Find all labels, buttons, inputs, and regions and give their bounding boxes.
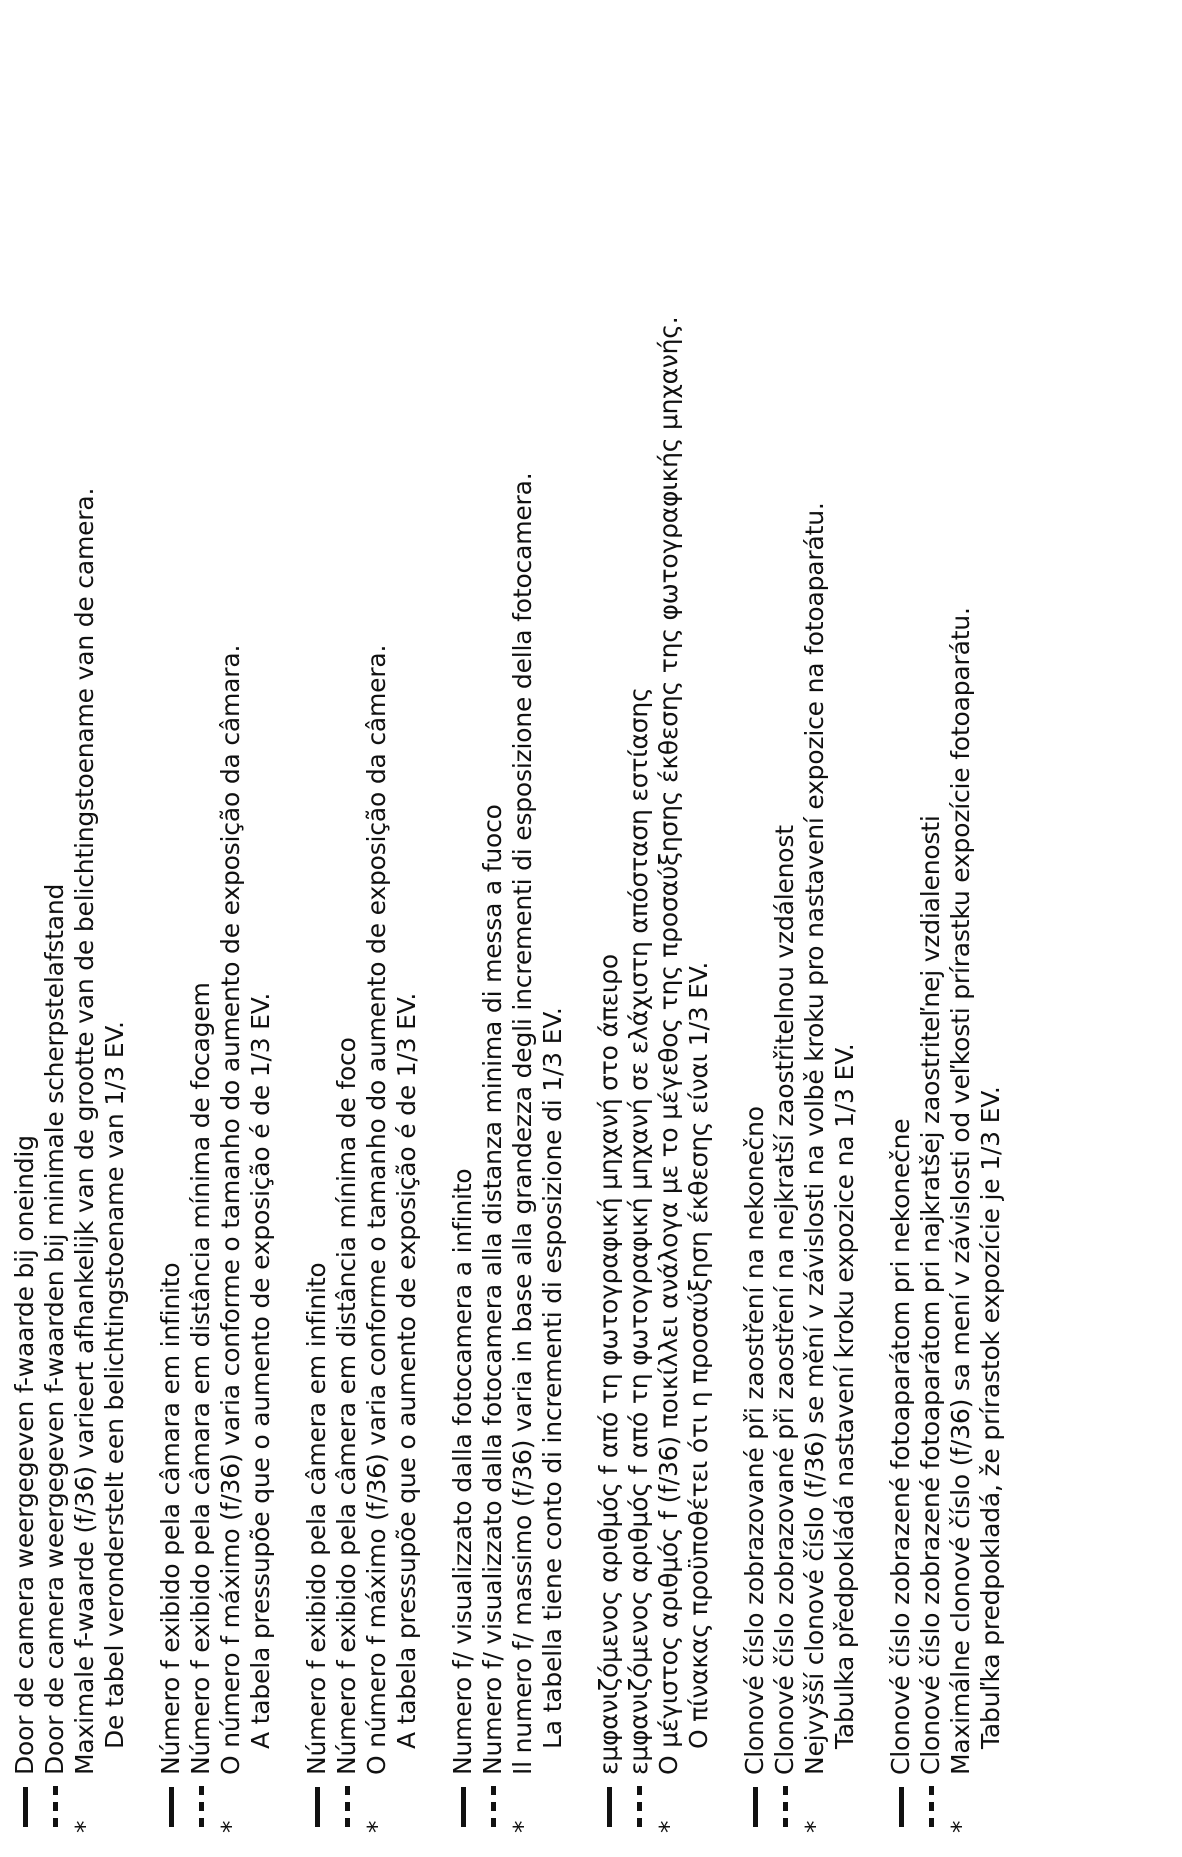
solid-line-marker <box>594 1781 624 1831</box>
asterisk-marker: * <box>70 1820 99 1833</box>
infinity-label: Número f exibido pela câmera em infinito <box>302 1262 331 1775</box>
legend-group-sk <box>886 20 1006 1837</box>
infinity-label: Número f exibido pela câmara em infinito <box>156 1262 185 1775</box>
min-focus-label: Clonové číslo zobrazené fotoaparátom pri najkratšej zaostriteľnej vzdialenosti <box>916 815 945 1775</box>
footnote-text-1: O número f máximo (f/36) varia conforme o tamanho do aumento de exposição da câmera. <box>362 644 391 1775</box>
footnote-text-2: A tabela pressupõe que o aumento de exposição é de 1/3 EV. <box>246 992 275 1749</box>
legend-group-cs <box>740 20 860 1837</box>
footnote-row-continued <box>684 20 714 1837</box>
asterisk-marker: * <box>654 1820 683 1833</box>
footnote-row <box>800 20 830 1837</box>
dashed-line-marker <box>478 1781 508 1831</box>
infinity-legend-row <box>740 20 770 1837</box>
footnote-text-1: Maximale f-waarde (f/36) varieert afhankelijk van de grootte van de belichtingstoename van de camera. <box>70 487 99 1775</box>
infinity-label: εμφανιζόμενος αριθμός f από τη φωτογραφική μηχανή στο άπειρο <box>594 954 623 1775</box>
footnote-row <box>216 20 246 1837</box>
asterisk-marker: * <box>216 1820 245 1833</box>
footnote-text-2: Tabulka předpokládá nastavení kroku expozice na 1/3 EV. <box>830 1043 859 1749</box>
footnote-row <box>946 20 976 1837</box>
footnote-text-2: La tabella tiene conto di incrementi di esposizione di 1/3 EV. <box>538 1007 567 1749</box>
infinity-label: Door de camera weergegeven f-waarde bij oneindig <box>10 1135 39 1775</box>
infinity-legend-row <box>10 20 40 1837</box>
footnote-text-2: De tabel veronderstelt een belichtingstoename van 1/3 EV. <box>100 1021 129 1749</box>
infinity-legend-row <box>156 20 186 1837</box>
legend-group-it <box>448 20 568 1837</box>
asterisk-marker: * <box>946 1820 975 1833</box>
footnote-row-continued <box>538 20 568 1837</box>
solid-line-marker <box>302 1781 332 1831</box>
infinity-label: Clonové číslo zobrazované při zaostření na nekonečno <box>740 1106 769 1775</box>
dashed-line-marker <box>40 1781 70 1831</box>
dashed-line-marker <box>186 1781 216 1831</box>
asterisk-marker: * <box>362 1820 391 1833</box>
min-focus-legend-row <box>478 20 508 1837</box>
footnote-row-continued <box>830 20 860 1837</box>
footnote-row <box>70 20 100 1837</box>
min-focus-legend-row <box>40 20 70 1837</box>
footnote-text-1: O μέγιστος αριθμός f (f/36) ποικίλλει ανάλογα με το μέγεθος της προσαύξησης έκθεσης της φωτογραφικής μηχανής. <box>654 316 683 1775</box>
footnote-row <box>508 20 538 1837</box>
asterisk-marker: * <box>508 1820 537 1833</box>
footnote-text-1: Maximálne clonové číslo (f/36) sa mení v závislosti od veľkosti prírastku expozície fotoaparátu. <box>946 607 975 1775</box>
footnote-row-continued <box>976 20 1006 1837</box>
legend-group-pt-br <box>302 20 422 1837</box>
min-focus-legend-row <box>624 20 654 1837</box>
dashed-line-marker <box>332 1781 362 1831</box>
solid-line-marker <box>156 1781 186 1831</box>
min-focus-label: Número f exibido pela câmara em distância mínima de focagem <box>186 982 215 1775</box>
footnote-text-2: A tabela pressupõe que o aumento de exposição é de 1/3 EV. <box>392 992 421 1749</box>
solid-line-marker <box>10 1781 40 1831</box>
footnote-text-2: O πίνακας προϋποθέτει ότι η προσαύξηση έκθεσης είναι 1/3 EV. <box>684 961 713 1749</box>
dashed-line-marker <box>916 1781 946 1831</box>
min-focus-legend-row <box>332 20 362 1837</box>
min-focus-legend-row <box>916 20 946 1837</box>
legend-group-pt-pt <box>156 20 276 1837</box>
dashed-line-marker <box>624 1781 654 1831</box>
legend-group-nl <box>10 20 130 1837</box>
legend-column <box>0 20 1005 1837</box>
solid-line-marker <box>448 1781 478 1831</box>
solid-line-marker <box>740 1781 770 1831</box>
min-focus-label: Door de camera weergegeven f-waarden bij minimale scherpstelafstand <box>40 883 69 1775</box>
footnote-row-continued <box>100 20 130 1837</box>
dashed-line-marker <box>770 1781 800 1831</box>
infinity-legend-row <box>302 20 332 1837</box>
infinity-legend-row <box>594 20 624 1837</box>
min-focus-legend-row <box>770 20 800 1837</box>
footnote-text-2: Tabuľka predpokladá, že prírastok expozície je 1/3 EV. <box>976 1086 1005 1749</box>
footnote-text-1: Nejvyšší clonové číslo (f/36) se mění v závislosti na volbě kroku pro nastavení expozice na fotoaparátu. <box>800 502 829 1775</box>
footnote-text-1: Il numero f/ massimo (f/36) varia in base alla grandezza degli incrementi di esposizione della fotocamera. <box>508 472 537 1775</box>
legend-group-el <box>594 20 714 1837</box>
footnote-row <box>654 20 684 1837</box>
infinity-label: Clonové číslo zobrazené fotoaparátom pri nekonečne <box>886 1118 915 1775</box>
solid-line-marker <box>886 1781 916 1831</box>
footnote-row-continued <box>246 20 276 1837</box>
footnote-row <box>362 20 392 1837</box>
min-focus-label: Clonové číslo zobrazované při zaostření na nejkratší zaostřitelnou vzdálenost <box>770 825 799 1775</box>
min-focus-label: εμφανιζόμενος αριθμός f από τη φωτογραφική μηχανή σε ελάχιστη απόσταση εστίασης <box>624 687 653 1775</box>
asterisk-marker: * <box>800 1820 829 1833</box>
footnote-text-1: O número f máximo (f/36) varia conforme o tamanho do aumento de exposição da câmara. <box>216 644 245 1775</box>
infinity-legend-row <box>448 20 478 1837</box>
min-focus-legend-row <box>186 20 216 1837</box>
min-focus-label: Numero f/ visualizzato dalla fotocamera alla distanza minima di messa a fuoco <box>478 804 507 1775</box>
footnote-row-continued <box>392 20 422 1837</box>
min-focus-label: Número f exibido pela câmera em distância mínima de foco <box>332 1037 361 1775</box>
infinity-legend-row <box>886 20 916 1837</box>
infinity-label: Numero f/ visualizzato dalla fotocamera a infinito <box>448 1168 477 1775</box>
